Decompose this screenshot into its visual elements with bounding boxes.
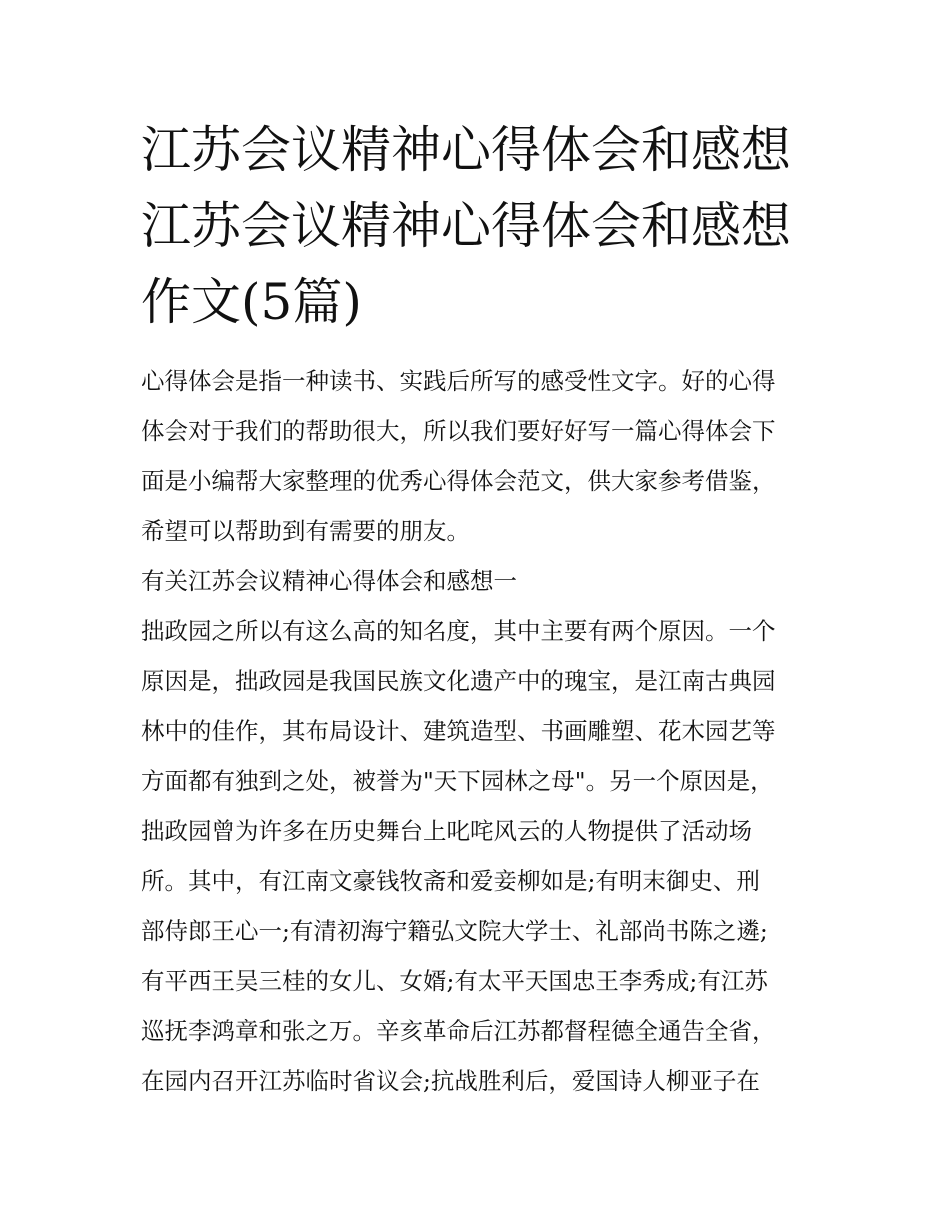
body-line: 林中的佳作，其布局设计、建筑造型、书画雕塑、花木园艺等 xyxy=(141,717,776,745)
body-line: 拙政园曾为许多在历史舞台上叱咤风云的人物提供了活动场 xyxy=(141,817,752,845)
title-line: 江苏会议精神心得体会和感想 xyxy=(141,197,791,255)
body-line: 拙政园之所以有这么高的知名度，其中主要有两个原因。一个 xyxy=(141,617,776,645)
body-paragraph xyxy=(141,606,821,1106)
intro-paragraph xyxy=(141,356,821,556)
body-line: 巡抚李鸿章和张之万。辛亥革命后江苏都督程德全通告全省， xyxy=(141,1017,776,1045)
title-line: 作文(5篇) xyxy=(141,273,362,331)
document-title xyxy=(141,112,821,340)
intro-line: 面是小编帮大家整理的优秀心得体会范文，供大家参考借鉴， xyxy=(141,467,776,495)
body-line: 在园内召开江苏临时省议会;抗战胜利后，爱国诗人柳亚子在 xyxy=(141,1067,760,1095)
intro-line: 希望可以帮助到有需要的朋友。 xyxy=(141,517,470,545)
section-heading-text: 有关江苏会议精神心得体会和感想一 xyxy=(141,567,517,595)
body-line: 有平西王吴三桂的女儿、女婿;有太平天国忠王李秀成;有江苏 xyxy=(141,967,768,995)
document-body xyxy=(141,356,821,1106)
body-line: 原因是，拙政园是我国民族文化遗产中的瑰宝，是江南古典园 xyxy=(141,667,776,695)
title-line: 江苏会议精神心得体会和感想 xyxy=(141,121,791,179)
body-line: 方面都有独到之处，被誉为"天下园林之母"。另一个原因是， xyxy=(141,767,774,795)
intro-line: 心得体会是指一种读书、实践后所写的感受性文字。好的心得 xyxy=(141,367,776,395)
section-heading xyxy=(141,556,821,606)
intro-line: 体会对于我们的帮助很大，所以我们要好好写一篇心得体会下 xyxy=(141,417,776,445)
body-line: 所。其中，有江南文豪钱牧斋和爱妾柳如是;有明末御史、刑 xyxy=(141,867,760,895)
body-line: 部侍郎王心一;有清初海宁籍弘文院大学士、礼部尚书陈之遴; xyxy=(141,917,768,945)
